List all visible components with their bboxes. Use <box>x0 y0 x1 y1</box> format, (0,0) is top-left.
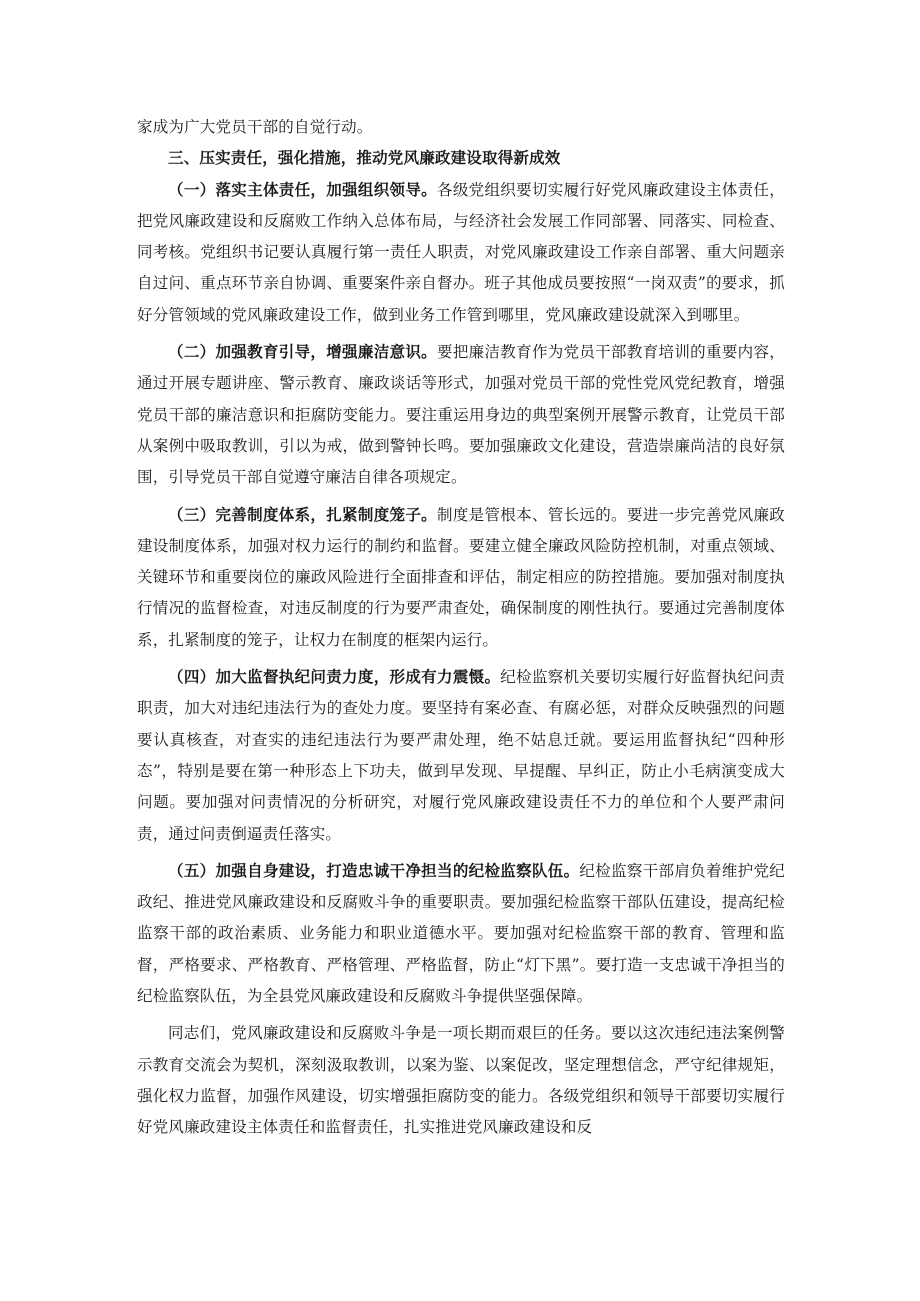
item-body-1: 各级党组织要切实履行好党风廉政建设主体责任，把党风廉政建设和反腐败工作纳入总体布局，与经济社会发展工作同部署、同落实、同检查、同考核。党组织书记要认真履行第一责任人职责，对党风廉政建设工作亲自部署、重大问题亲自过问、重点环节亲自协调、重要案件亲自督办。班子其他成员要按照“一岗双责”的要求，抓好分管领域的党风廉政建设工作，做到业务工作管到哪里，党风廉政建设就深入到哪里。 <box>137 180 785 324</box>
item-lead-3: （三）完善制度体系，扎紧制度笼子。 <box>168 505 437 524</box>
item-lead-4: （四）加大监督执纪问责力度，形成有力震慑。 <box>168 668 501 687</box>
item-body-5: 纪检监察干部肩负着维护党纪政纪、推进党风廉政建设和反腐败斗争的重要职责。要加强纪检监察干部队伍建设，提高纪检监察干部的政治素质、业务能力和职业道德水平。要加强对纪检监察干部的教育、管理和监督，严格要求、严格教育、严格管理、严格监督，防止“灯下黑”。要打造一支忠诚干净担当的纪检监察队伍，为全县党风廉政建设和反腐败斗争提供坚强保障。 <box>137 861 786 1006</box>
item-lead-5: （五）加强自身建设，打造忠诚干净担当的纪检监察队伍。 <box>168 861 580 880</box>
item-body-4: 纪检监察机关要切实履行好监督执纪问责职责，加大对违纪违法行为的查处力度。要坚持有案必查、有腐必惩，对群众反映强烈的问题要认真核查，对查实的违纪违法行为要严肃处理，绝不姑息迁就。要运用监督执纪“四种形态”，特别是要在第一种形态上下功夫，做到早发现、早提醒、早纠正，防止小毛病演变成大问题。要加强对问责情况的分析研究，对履行党风廉政建设责任不力的单位和个人要严肃问责，通过问责倒逼责任落实。 <box>137 668 785 843</box>
item-paragraph-2 <box>137 337 785 493</box>
item-paragraph-4 <box>137 662 785 850</box>
item-paragraph-3 <box>137 500 785 656</box>
item-body-3: 制度是管根本、管长远的。要进一步完善党风廉政建设制度体系，加强对权力运行的制约和监督。要建立健全廉政风险防控机制，对重点领域、关键环节和重要岗位的廉政风险进行全面排查和评估，制定相应的防控措施。要加强对制度执行情况的监督检查，对违反制度的行为要严肃查处，确保制度的刚性执行。要通过完善制度体系，扎紧制度的笼子，让权力在制度的框架内运行。 <box>137 505 785 649</box>
closing-paragraph: 同志们，党风廉政建设和反腐败斗争是一项长期而艰巨的任务。要以这次违纪违法案例警示教育交流会为契机，深刻汲取教训，以案为鉴、以案促改，坚定理想信念，严守纪律规矩，强化权力监督，加强作风建设，切实增强拒腐防变的能力。各级党组织和领导干部要切实履行好党风廉政建设主体责任和监督责任，扎实推进党风廉政建设和反 <box>137 1024 785 1137</box>
item-lead-1: （一）落实主体责任，加强组织领导。 <box>168 180 437 199</box>
continuation-paragraph: 家成为广大党员干部的自觉行动。 <box>137 118 373 136</box>
item-paragraph-5 <box>137 856 785 1012</box>
section-heading: 三、压实责任，强化措施，推动党风廉政建设取得新成效 <box>168 149 561 168</box>
item-paragraph-1 <box>137 175 785 331</box>
item-body-2: 要把廉洁教育作为党员干部教育培训的重要内容，通过开展专题讲座、警示教育、廉政谈话等形式，加强对党员干部的党性党风党纪教育，增强党员干部的廉洁意识和拒腐防变能力。要注重运用身边的典型案例开展警示教育，让党员干部从案例中吸取教训，引以为戒，做到警钟长鸣。要加强廉政文化建设，营造崇廉尚洁的良好氛围，引导党员干部自觉遵守廉洁自律各项规定。 <box>137 343 785 487</box>
item-lead-2: （二）加强教育引导，增强廉洁意识。 <box>168 343 437 362</box>
document-page <box>137 112 785 1144</box>
